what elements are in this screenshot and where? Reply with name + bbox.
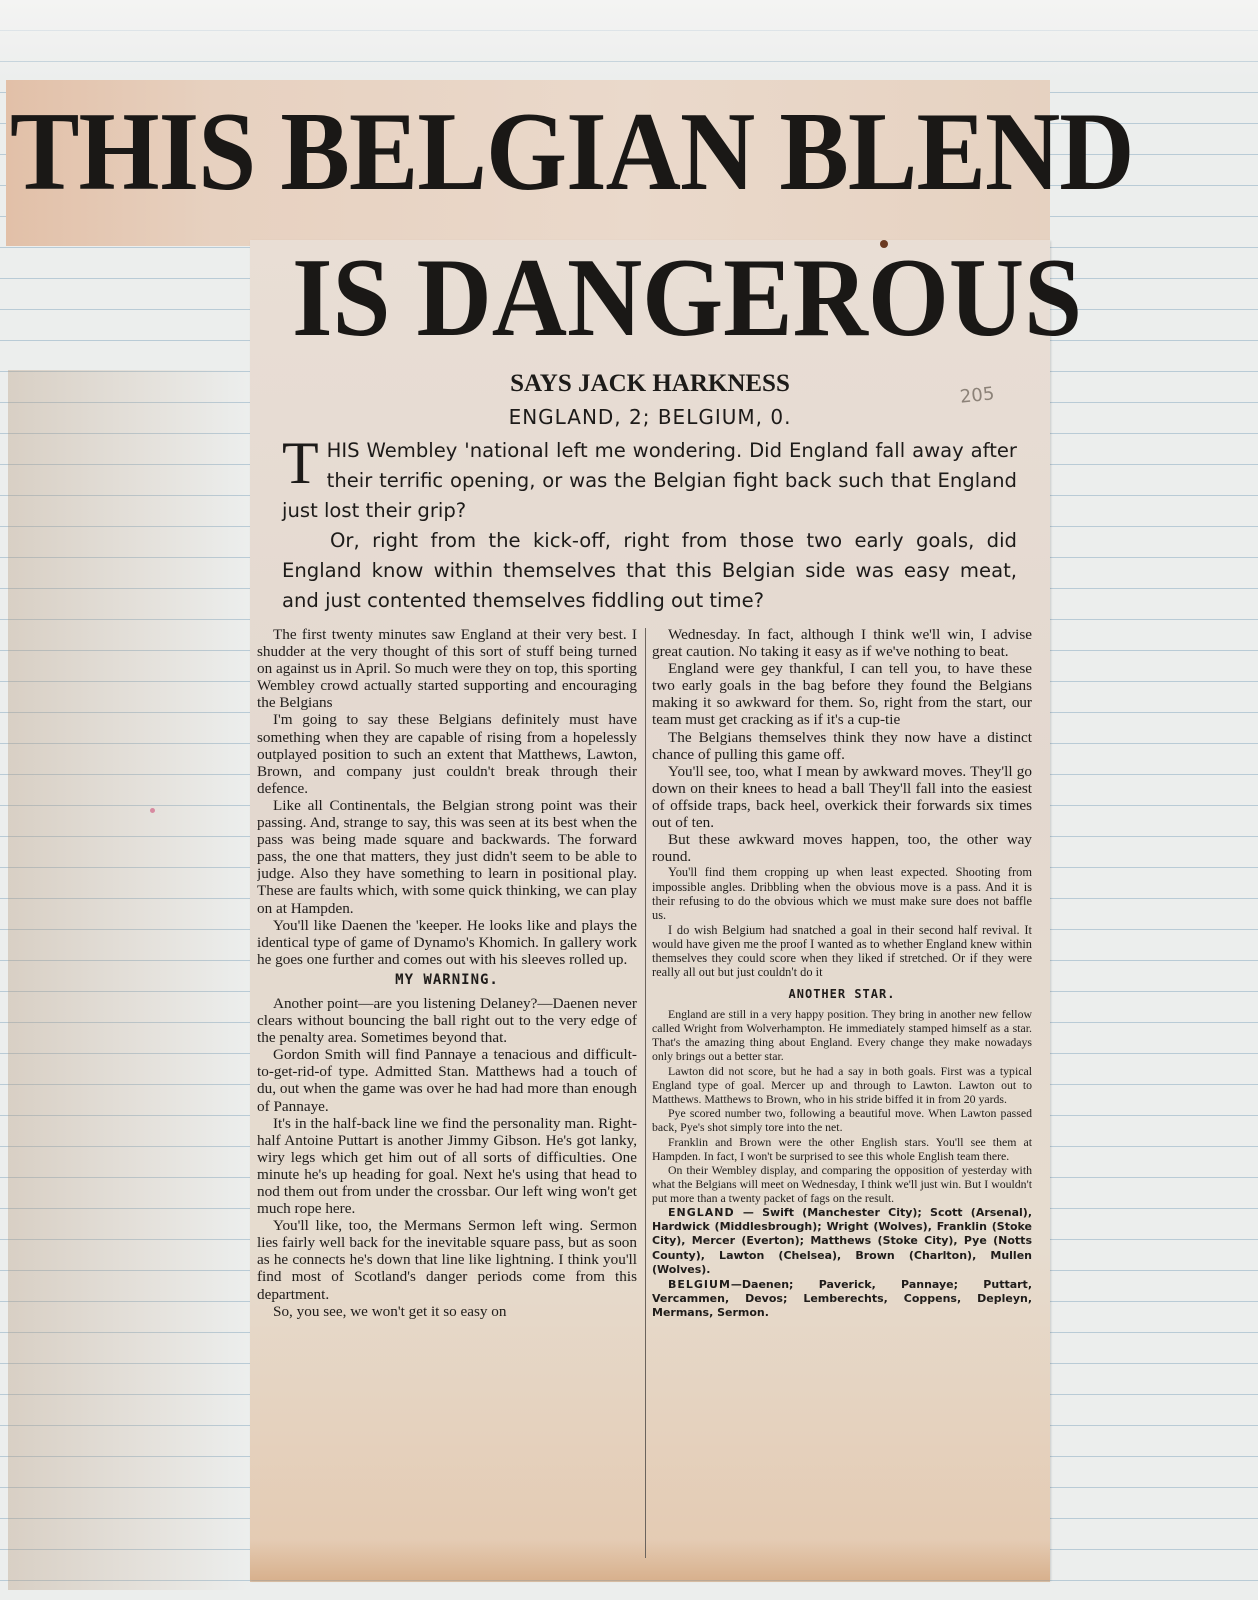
belgium-team: —Daenen; Paverick, Pannaye; Puttart, Vercammen, Devos; Lemberechts, Coppens, Depleyn, Mermans, Sermon. [652,1277,1032,1320]
right-paragraph-12: On their Wembley display, and comparing the opposition of yesterday with what the Belgians will meet on Wednesday, I think we'll just win. But I wouldn't put more than a twenty packet of fags on the result. [652,1163,1032,1206]
right-paragraph-10: Pye scored number two, following a beautiful move. When Lawton passed back, Pye's shot simply tore into the net. [652,1106,1032,1135]
intro-paragraphs [282,430,1017,616]
right-paragraph-6: You'll find them cropping up when least expected. Shooting from impossible angles. Dribbling when the obvious move is a pass. And it is their refusing to do the obvious which we must make sure does not baffle us. [652,865,1032,923]
subhead-another-star: ANOTHER STAR. [788,986,896,1001]
england-label: ENGLAND [668,1205,735,1219]
right-paragraph-1: Wednesday. In fact, although I think we'll win, I advise great caution. No taking it easy as if we've nothing to beat. [652,626,1032,661]
right-paragraph-4: You'll see, too, what I mean by awkward moves. They'll go down on their knees to head a ball They'll fall into the easiest of offside traps, back heel, overkick their forwards six times out of ten. [652,762,1032,832]
headline-line-1: THIS BELGIAN BLEND [10,90,1134,214]
left-paragraph-2: I'm going to say these Belgians definitely must have something when they are capable of rising from a hopelessly outplayed position to such an extent that Matthews, Lawton, Brown, and company just couldn't break through their defence. [257,711,637,797]
left-column [257,626,637,1561]
left-paragraph-3: Like all Continentals, the Belgian strong point was their passing. And, strange to say, this was seen at its best when the pass was being made square and backwards. The forward pass, the one that matters, they just didn't seem to be able to judge. Also they have something to learn in positional play. These are faults which, with some quick thinking, we can play on at Hampden. [257,796,637,917]
match-result: ENGLAND, 2; BELGIUM, 0. [508,405,792,429]
right-paragraph-9: Lawton did not score, but he had a say in both goals. First was a typical England type of goal. Mercer up and through to Lawton. Lawton out to Matthews. Matthews to Brown, who in his stride biffed it in from 20 yards. [652,1063,1032,1106]
pencil-note: 205 [958,383,996,408]
headline-line-2: IS DANGEROUS [292,236,1083,360]
intro-paragraph-1 [282,430,1017,526]
left-paragraph-8: You'll like, too, the Mermans Sermon left wing. Sermon lies fairly well back for the inevitable square pass, but as soon as he connects he's down that line like lightning. I think you'll find most of Scotland's danger periods come from this department. [257,1217,637,1303]
column-rule [645,628,646,1558]
drop-cap: T [282,430,319,496]
left-paragraph-1: The first twenty minutes saw England at their very best. I shudder at the very thought of this sort of stuff being turned on against us in April. So much were they on top, this sporting Wembley crowd actually started supporting and encouraging the Belgians [257,626,637,712]
subhead-my-warning: MY WARNING. [395,971,499,988]
left-paragraph-5: Another point—are you listening Delaney?—Daenen never clears without bouncing the ball right out to the very edge of the penalty area. Sometimes beyond that. [257,994,637,1047]
byline: SAYS JACK HARKNESS [510,370,790,397]
pink-mark [150,808,155,813]
right-paragraph-8: England are still in a very happy position. They bring in another new fellow called Wright from Wolverhampton. He immediately stamped himself as a star. That's the amazing thing about England. Every change they make nowadays only brings out a better star. [652,1006,1032,1064]
right-column [652,626,1032,1561]
england-lineup [652,1206,1032,1278]
glue-stain [8,370,248,1590]
belgium-label: BELGIUM [668,1277,731,1291]
left-paragraph-9: So, you see, we won't get it so easy on [273,1302,507,1320]
left-paragraph-6: Gordon Smith will find Pannaye a tenacious and difficult-to-get-rid-of type. Admitted Stan. Matthews had a touch of du, out when the game was over he had had more than enough of Pannaye. [257,1046,637,1115]
left-paragraph-4: You'll like Daenen the 'keeper. He looks like and plays the identical type of game of Dynamo's Khomich. In gallery work he goes one further and comes out with his sleeves rolled up. [257,916,637,968]
england-team: — Swift (Manchester City); Scott (Arsenal), Hardwick (Middlesbrough); Wright (Wolves), Franklin (Stoke City), Mercer (Everton); Matthews (Stoke City), Pye (Notts County), Lawton (Chelsea), Brown (Charlton), Mullen (Wolves). [652,1205,1032,1277]
right-paragraph-11: Franklin and Brown were the other English stars. You'll see them at Hampden. In fact, I won't be surprised to see this whole English team there. [652,1134,1032,1163]
intro-text-1: HIS Wembley 'national left me wondering. Did England fall away after their terrific opening, or was the Belgian fight back such that England just lost their grip? [282,439,1017,522]
right-paragraph-2: England were gey thankful, I can tell you, to have these two early goals in the bag before they found the Belgians making it so awkward for them. So, right from the start, our team must get cracking as if it's a cup-tie [652,660,1032,729]
right-paragraph-7: I do wish Belgium had snatched a goal in their second half revival. It would have given me the proof I wanted as to whether England knew within themselves they could score when they liked if stretched. Or if they were really all out but just couldn't do it [652,922,1032,980]
belgium-lineup [652,1278,1032,1321]
page-top-shading [0,0,1258,80]
right-paragraph-3: The Belgians themselves think they now have a distinct chance of pulling this game off. [652,728,1032,763]
left-paragraph-7: It's in the half-back line we find the personality man. Right-half Antoine Puttart is another Jimmy Gibson. He's got lanky, wiry legs which get him out of all sorts of difficulties. One minute he's up heading for goal. Next he's using that head to nod them out from under the crossbar. Our left wing won't get much rope here. [257,1114,637,1218]
right-paragraph-5: But these awkward moves happen, too, the other way round. [652,831,1032,866]
intro-paragraph-2: Or, right from the kick-off, right from those two early goals, did England know within themselves that this Belgian side was easy meat, and just contented themselves fiddling out time? [282,529,1017,612]
